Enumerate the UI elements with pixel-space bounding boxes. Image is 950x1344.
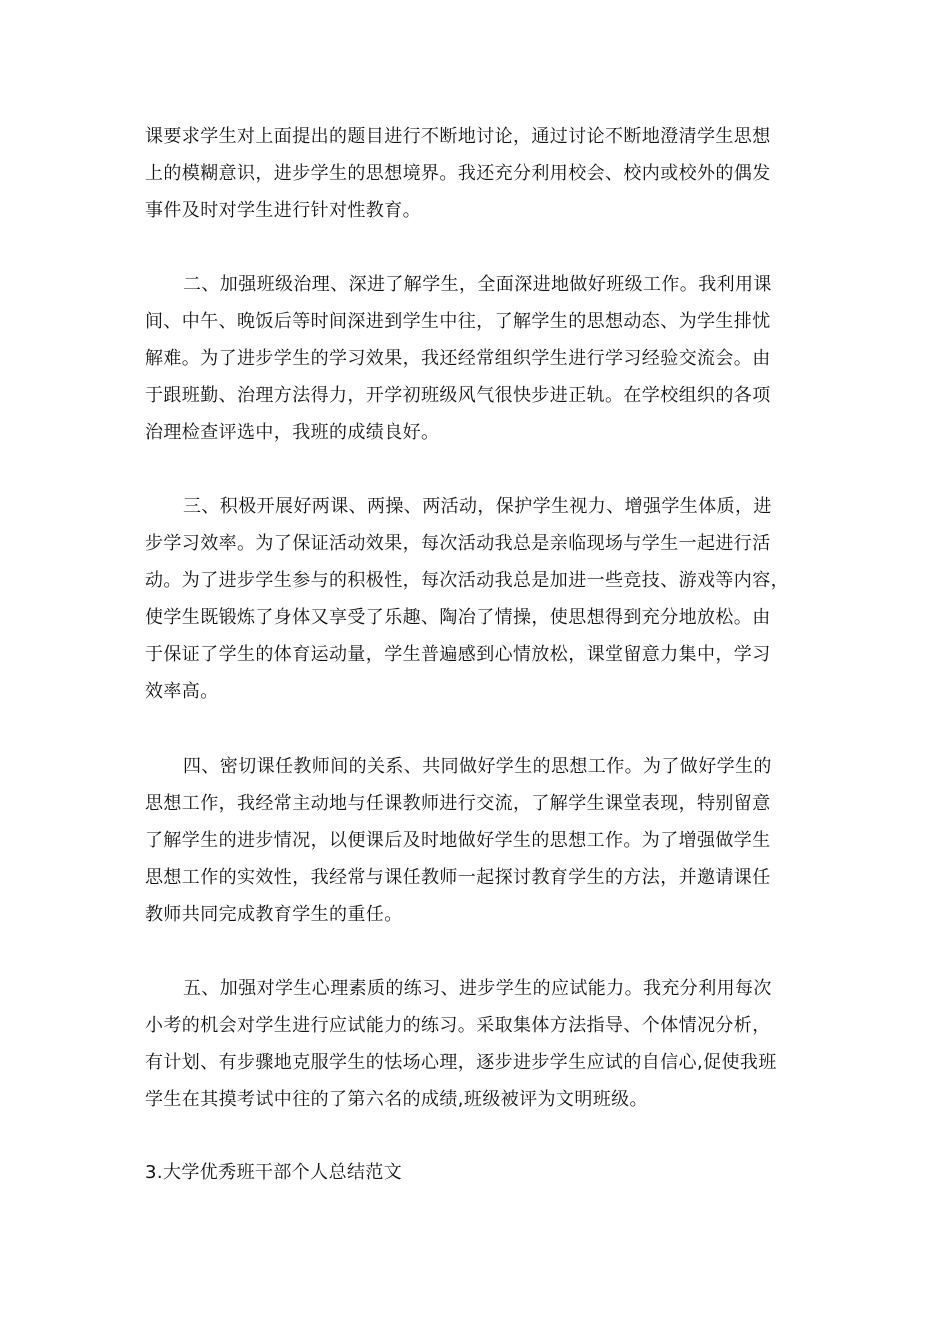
text-line: 四、密切课任教师间的关系、共同做好学生的思想工作。为了做好学生的 — [183, 756, 772, 777]
text-line: 三、积极开展好两课、两操、两活动，保护学生视力、增强学生体质，进 — [183, 496, 772, 517]
text-line: 教师共同完成教育学生的重任。 — [145, 904, 403, 925]
text-line: 上的模糊意识，进步学生的思想境界。我还充分利用校会、校内或校外的偶发 — [145, 163, 771, 184]
text-line: 事件及时对学生进行针对性教育。 — [145, 200, 421, 221]
text-line: 于跟班勤、治理方法得力，开学初班级风气很快步进正轨。在学校组织的各项 — [145, 385, 771, 406]
text-line: 五、加强对学生心理素质的练习、进步学生的应试能力。我充分利用每次 — [183, 978, 772, 999]
text-line: 课要求学生对上面提出的题目进行不断地讨论，通过讨论不断地澄清学生思想 — [145, 126, 771, 147]
text-line: 解难。为了进步学生的学习效果，我还经常组织学生进行学习经验交流会。由 — [145, 348, 771, 369]
text-line: 动。为了进步学生参与的积极性，每次活动我总是加进一些竞技、游戏等内容， — [145, 570, 789, 591]
text-line: 于保证了学生的体育运动量，学生普遍感到心情放松，课堂留意力集中，学习 — [145, 644, 771, 665]
paragraph-section-4 — [145, 748, 815, 933]
paragraph-section-3 — [145, 488, 815, 710]
paragraph-section-2 — [145, 266, 815, 451]
text-line: 步学习效率。为了保证活动效果，每次活动我总是亲临现场与学生一起进行活 — [145, 533, 771, 554]
text-line: 小考的机会对学生进行应试能力的练习。采取集体方法指导、个体情况分析， — [145, 1015, 771, 1036]
text-line: 治理检查评选中，我班的成绩良好。 — [145, 422, 440, 443]
section-heading — [145, 1154, 815, 1191]
paragraph-continuation — [145, 118, 815, 229]
text-line: 使学生既锻炼了身体又享受了乐趣、陶冶了情操，使思想得到充分地放松。由 — [145, 607, 771, 628]
text-line: 学生在其摸考试中往的了第六名的成绩,班级被评为文明班级。 — [145, 1089, 648, 1110]
text-line: 有计划、有步骤地克服学生的怯场心理，逐步进步学生应试的自信心,促使我班 — [145, 1052, 777, 1073]
text-line: 二、加强班级治理、深进了解学生，全面深进地做好班级工作。我利用课 — [183, 274, 772, 295]
paragraph-section-5 — [145, 970, 815, 1118]
text-line: 了解学生的进步情况，以便课后及时地做好学生的思想工作。为了增强做学生 — [145, 830, 771, 851]
text-line: 思想工作，我经常主动地与任课教师进行交流，了解学生课堂表现，特别留意 — [145, 793, 771, 814]
text-line: 效率高。 — [145, 681, 219, 702]
text-line: 思想工作的实效性，我经常与课任教师一起探讨教育学生的方法，并邀请课任 — [145, 867, 771, 888]
heading-text: 3.大学优秀班干部个人总结范文 — [145, 1162, 403, 1183]
text-line: 间、中午、晚饭后等时间深进到学生中往，了解学生的思想动态、为学生排忧 — [145, 311, 771, 332]
